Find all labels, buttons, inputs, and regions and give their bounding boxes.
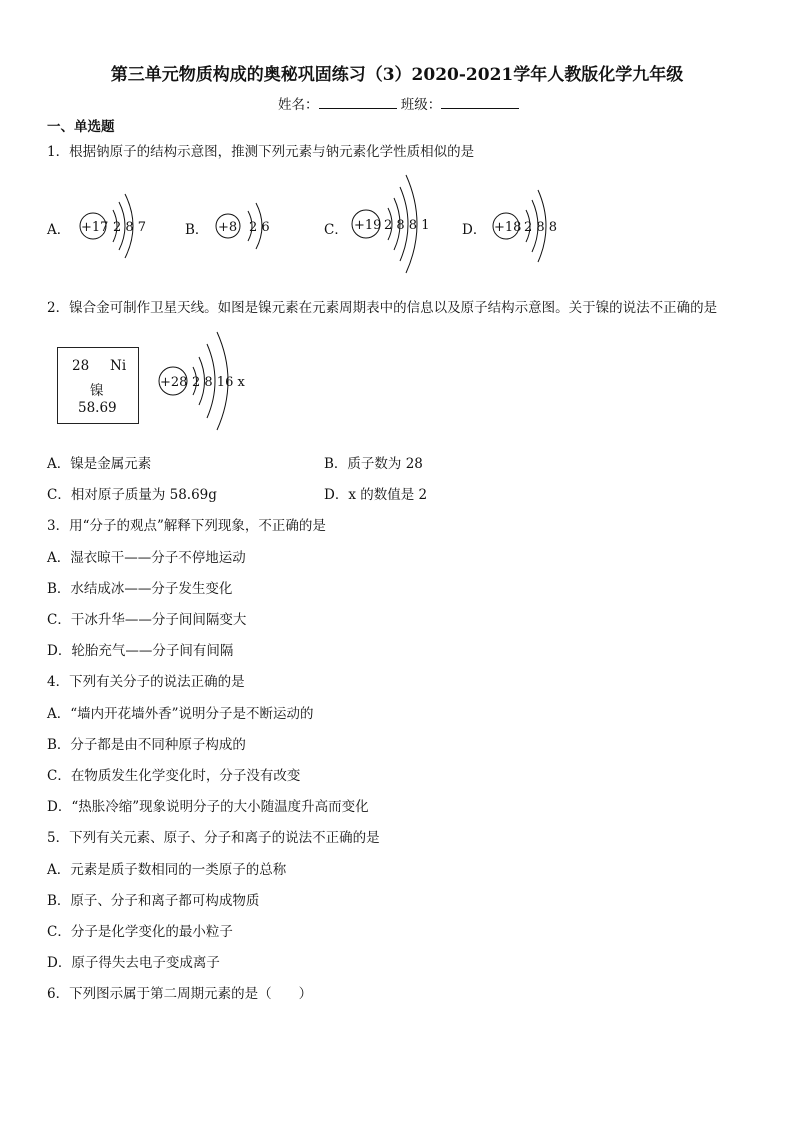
nickel-atom-diagram bbox=[155, 322, 265, 440]
question-2-stem: 2．镍合金可制作卫星天线。如图是镍元素在元素周期表中的信息以及原子结构示意图。关于镍的说法不正确的是 bbox=[47, 300, 718, 316]
atomic-mass: 58.69 bbox=[78, 400, 117, 416]
electron-counts: 2 8 8 1 bbox=[384, 218, 430, 233]
element-name: 镍 bbox=[90, 383, 104, 399]
nucleus-charge: +18 bbox=[494, 220, 522, 235]
atomic-number: 28 bbox=[72, 358, 90, 374]
nucleus-charge: +28 bbox=[160, 375, 188, 390]
electron-counts: 2 6 bbox=[249, 220, 270, 235]
q4-option-a: A．“墙内开花墙外香”说明分子是不断运动的 bbox=[47, 706, 314, 722]
periodic-table-cell bbox=[57, 347, 139, 424]
page-title: 第三单元物质构成的奥秘巩固练习（3）2020-2021学年人教版化学九年级 bbox=[110, 65, 684, 85]
question-4-stem: 4．下列有关分子的说法正确的是 bbox=[47, 674, 245, 690]
q5-option-a: A．元素是质子数相同的一类原子的总称 bbox=[47, 862, 287, 878]
nucleus-charge: +17 bbox=[81, 220, 109, 235]
q1-option-d-label: D． bbox=[462, 222, 487, 238]
section-heading: 一、单选题 bbox=[47, 119, 115, 135]
q2-option-a: A．镍是金属元素 bbox=[47, 456, 152, 472]
q4-option-d: D．“热胀冷缩”现象说明分子的大小随温度升高而变化 bbox=[47, 799, 369, 815]
question-1-stem: 1．根据钠原子的结构示意图，推测下列元素与钠元素化学性质相似的是 bbox=[47, 144, 475, 160]
nucleus-charge: +19 bbox=[354, 218, 382, 233]
electron-counts: 2 8 16 x bbox=[192, 375, 245, 390]
q1-option-b-label: B． bbox=[185, 222, 209, 238]
q1-option-c-atom-diagram bbox=[348, 165, 448, 285]
q2-option-d: D．x 的数值是 2 bbox=[324, 487, 428, 503]
q5-option-d: D．原子得失去电子变成离子 bbox=[47, 955, 220, 971]
question-6-stem: 6．下列图示属于第二周期元素的是（ ） bbox=[47, 986, 313, 1002]
q3-option-c: C．干冰升华——分子间间隔变大 bbox=[47, 612, 247, 628]
nucleus-charge: +8 bbox=[218, 220, 238, 235]
name-label: 姓名： bbox=[278, 97, 319, 113]
name-blank bbox=[319, 96, 397, 109]
student-info bbox=[278, 93, 519, 113]
class-label: 班级： bbox=[400, 97, 442, 113]
electron-counts: 2 8 8 bbox=[524, 220, 558, 235]
electron-counts: 2 8 7 bbox=[113, 220, 147, 235]
q2-option-b: B．质子数为 28 bbox=[324, 456, 423, 472]
q1-option-a-label: A． bbox=[47, 222, 71, 238]
q5-option-b: B．原子、分子和离子都可构成物质 bbox=[47, 893, 260, 909]
element-symbol: Ni bbox=[110, 358, 127, 374]
q4-option-b: B．分子都是由不同种原子构成的 bbox=[47, 737, 246, 753]
q1-option-a-atom-diagram bbox=[75, 180, 165, 270]
q1-option-b-atom-diagram bbox=[212, 185, 282, 265]
q1-option-d-atom-diagram bbox=[488, 178, 578, 273]
q3-option-b: B．水结成冰——分子发生变化 bbox=[47, 581, 233, 597]
q1-option-c-label: C． bbox=[324, 222, 348, 238]
class-blank bbox=[441, 96, 519, 109]
q5-option-c: C．分子是化学变化的最小粒子 bbox=[47, 924, 233, 940]
q4-option-c: C．在物质发生化学变化时，分子没有改变 bbox=[47, 768, 301, 784]
q2-option-c: C．相对原子质量为 58.69g bbox=[47, 487, 217, 503]
q3-option-a: A．湿衣晾干——分子不停地运动 bbox=[47, 550, 246, 566]
q3-option-d: D．轮胎充气——分子间有间隔 bbox=[47, 643, 234, 659]
question-5-stem: 5．下列有关元素、原子、分子和离子的说法不正确的是 bbox=[47, 830, 380, 846]
question-3-stem: 3．用“分子的观点”解释下列现象，不正确的是 bbox=[47, 518, 326, 534]
